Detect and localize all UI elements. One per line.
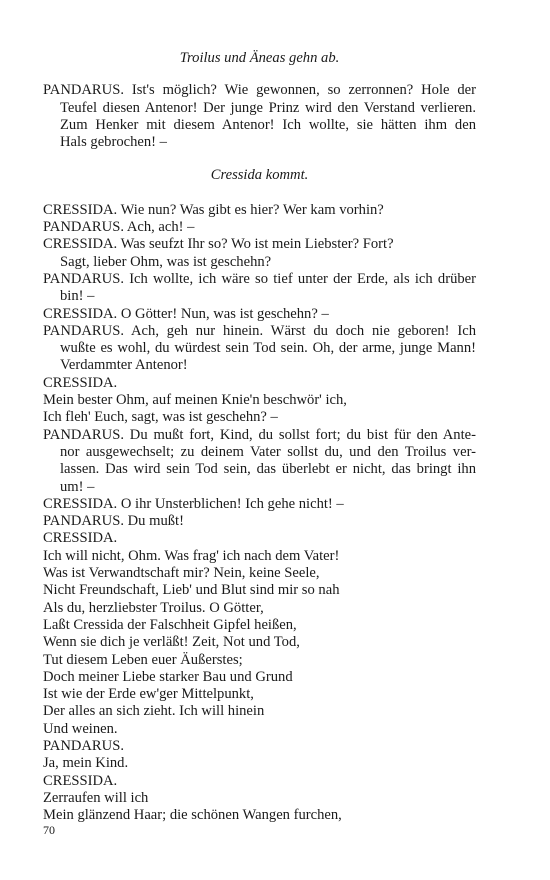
text-line: Ist wie der Erde ew'ger Mittelpunkt, [43, 686, 254, 703]
text-line: Sagt, lieber Ohm, was ist geschehn? [60, 253, 272, 270]
text-line: CRESSIDA. Wie nun? Was gibt es hier? Wer kam vorhin? [43, 201, 384, 218]
text-line: Doch meiner Liebe starker Bau und Grund [43, 668, 293, 685]
text-line: Hals gebrochen! – [60, 134, 167, 151]
text-line: CRESSIDA. [43, 374, 118, 391]
dialogue-block [43, 202, 476, 825]
text-line: PANDARUS. Ich wollte, ich wäre so tief unter der Erde, als ich drüber [43, 270, 476, 287]
text-line: nor ausgewechselt; zu deinem Vater sollst du, und den Troilus ver- [60, 443, 476, 460]
text-line: Zerraufen will ich [43, 789, 149, 806]
text-line: wußte es wohl, du würdest sein Tod sein. Oh, der arme, junge Mann! [60, 340, 476, 357]
text-line: CRESSIDA. O Götter! Nun, was ist geschehn? – [43, 305, 329, 322]
text-line: Ich fleh' Euch, sagt, was ist geschehn? – [43, 409, 278, 426]
text-line: PANDARUS. Du mußt fort, Kind, du sollst fort; du bist für den Ante- [43, 426, 476, 443]
text-line: Mein bester Ohm, auf meinen Knie'n beschwör' ich, [43, 392, 347, 409]
stage-direction-exit: Troilus und Äneas gehn ab. [179, 50, 340, 66]
text-line: PANDARUS. [43, 737, 124, 754]
page-number: 70 [43, 823, 55, 837]
text-line: Laßt Cressida der Falschheit Gipfel heißen, [43, 616, 297, 633]
text-line: CRESSIDA. Was seufzt Ihr so? Wo ist mein Liebster? Fort? [43, 236, 394, 253]
book-page [43, 50, 476, 824]
text-line: CRESSIDA. [43, 772, 118, 789]
speech-pandarus-1 [43, 82, 476, 151]
text-line: Und weinen. [43, 720, 118, 737]
text-line: Verdammter Antenor! [60, 357, 188, 374]
text-line: PANDARUS. Ist's möglich? Wie gewonnen, so zerronnen? Hole der [43, 82, 476, 99]
text-line: CRESSIDA. O ihr Unsterblichen! Ich gehe nicht! – [43, 495, 344, 512]
text-line: CRESSIDA. [43, 530, 118, 547]
text-line: bin! – [60, 288, 95, 305]
text-line: Als du, herzliebster Troilus. O Götter, [43, 599, 264, 616]
text-line: Der alles an sich zieht. Ich will hinein [43, 703, 265, 720]
text-line: Was ist Verwandtschaft mir? Nein, keine Seele, [43, 565, 320, 582]
text-line: PANDARUS. Du mußt! [43, 513, 184, 530]
text-line: Teufel diesen Antenor! Der junge Prinz wird den Verstand verlieren. [60, 99, 476, 116]
text-line: Tut diesem Leben euer Äußerstes; [43, 651, 243, 668]
text-line: Ja, mein Kind. [43, 755, 129, 772]
text-line: Zum Henker mit diesem Antenor! Ich wollte, sie hätten ihm den [60, 116, 476, 133]
text-line: Ich will nicht, Ohm. Was frag' ich nach dem Vater! [43, 547, 340, 564]
text-line: lassen. Das wird sein Tod sein, das überlebt er nicht, das bringt ihn [60, 461, 476, 478]
stage-direction-enter: Cressida kommt. [210, 167, 309, 184]
text-line: Mein glänzend Haar; die schönen Wangen furchen, [43, 807, 342, 824]
text-line: um! – [60, 478, 95, 495]
text-line: Nicht Freundschaft, Lieb' und Blut sind mir so nah [43, 582, 340, 599]
text-line: Wenn sie dich je verläßt! Zeit, Not und Tod, [43, 634, 300, 651]
text-line: PANDARUS. Ach, geh nur hinein. Wärst du doch nie geboren! Ich [43, 322, 476, 339]
text-line: PANDARUS. Ach, ach! – [43, 219, 195, 236]
